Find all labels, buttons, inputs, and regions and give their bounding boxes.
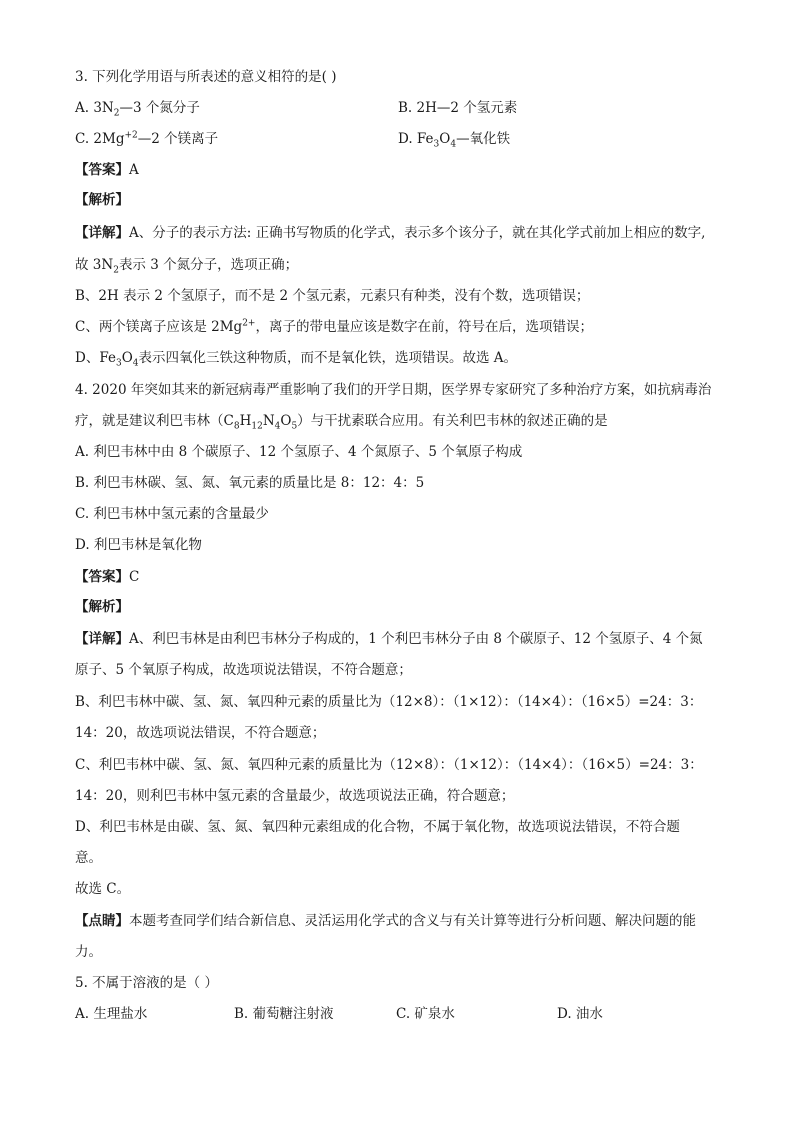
q4-option-b: B. 利巴韦林碳、氢、氮、氧元素的质量比是 8：12：4：5	[75, 475, 425, 491]
q4-detail-line-2: 原子、5 个氧原子构成，故选项说法错误，不符合题意；	[75, 662, 412, 678]
q5-stem: 5. 不属于溶液的是（ ）	[75, 975, 218, 991]
q3-detail-line-2: 故 $3N_2$表示 3 个氮分子，选项正确；	[75, 257, 299, 276]
q4-option-d: D. 利巴韦林是氧化物	[75, 537, 202, 553]
q3-option-c: C. $2Mg^{+2}—2$ 个镁离子	[75, 130, 219, 147]
q4-answer: 【答案】C	[75, 569, 140, 585]
q4-analysis-heading: 【解析】	[75, 599, 129, 615]
q4-detail-line-5: C、利巴韦林中碳、氢、氮、氧四种元素的质量比为（12×8）：（1×12）：（14×4）：（16×5）=24：3：	[75, 757, 703, 773]
q4-option-a: A. 利巴韦林中由 8 个碳原子、12 个氢原子、4 个氮原子、5 个氧原子构成	[75, 444, 523, 460]
q3-analysis-heading: 【解析】	[75, 192, 129, 208]
q4-conclusion: 故选 C。	[75, 881, 131, 897]
q4-detail-line-4: 14：20，故选项说法错误，不符合题意；	[75, 725, 326, 741]
q3-detail-line-4: C、两个镁离子应该是 $2Mg^{2+}$，离子的带电量应该是数字在前，符号在后，选项错误；	[75, 318, 593, 335]
q3-option-a: A. $3N_2—3$ 个氮分子	[75, 100, 200, 119]
q3-detail-line-1: 【详解】A、分子的表示方法: 正确书写物质的化学式，表示多个该分子，就在其化学式前加上相应的数字,	[75, 225, 706, 241]
q4-comment-line-1: 【点睛】本题考查同学们结合新信息、灵活运用化学式的含义与有关计算等进行分析问题、解决问题的能	[75, 913, 696, 929]
q3-detail-line-5: D、$Fe_3O_4$表示四氧化三铁这种物质，而不是氧化铁，选项错误。故选 A。	[75, 350, 518, 369]
q3-answer: 【答案】A	[75, 162, 139, 178]
q4-detail-line-8: 意。	[75, 850, 102, 866]
q3-stem: 3. 下列化学用语与所表述的意义相符的是( )	[75, 69, 337, 85]
q3-detail-line-3: B、2H 表示 2 个氢原子，而不是 2 个氢元素，元素只有种类，没有个数，选项错误；	[75, 288, 590, 304]
q4-stem-line-2: 疗，就是建议利巴韦林$(C_8H_{12}N_4O_5)$与干扰素联合应用。有关利巴韦林的叙述正确的是	[75, 413, 608, 432]
q4-comment-line-2: 力。	[75, 944, 102, 960]
q5-option-a: A. 生理盐水	[75, 1006, 148, 1022]
q4-option-c: C. 利巴韦林中氢元素的含量最少	[75, 506, 269, 522]
q4-detail-line-3: B、利巴韦林中碳、氢、氮、氧四种元素的质量比为（12×8）：（1×12）：（14×4）：（16×5）=24：3：	[75, 694, 703, 710]
q5-option-c: C. 矿泉水	[396, 1006, 455, 1022]
q4-stem-line-1: 4. 2020 年突如其来的新冠病毒严重影响了我们的开学日期，医学界专家研究了多种治疗方案，如抗病毒治	[75, 382, 712, 398]
q4-detail-line-7: D、利巴韦林是由碳、氢、氮、氧四种元素组成的化合物，不属于氧化物，故选项说法错误，不符合题	[75, 819, 680, 835]
q3-option-b: B. 2H—2 个氢元素	[398, 100, 518, 116]
q4-detail-line-6: 14：20，则利巴韦林中氢元素的含量最少，故选项说法正确，符合题意；	[75, 788, 515, 804]
q5-option-d: D. 油水	[557, 1006, 603, 1022]
q3-option-d: D. $Fe_3O_4—$氧化铁	[398, 131, 511, 150]
q4-detail-line-1: 【详解】A、利巴韦林是由利巴韦林分子构成的，1 个利巴韦林分子由 8 个碳原子、12 个氢原子、4 个氮	[75, 631, 703, 647]
q5-option-b: B. 葡萄糖注射液	[234, 1006, 334, 1022]
